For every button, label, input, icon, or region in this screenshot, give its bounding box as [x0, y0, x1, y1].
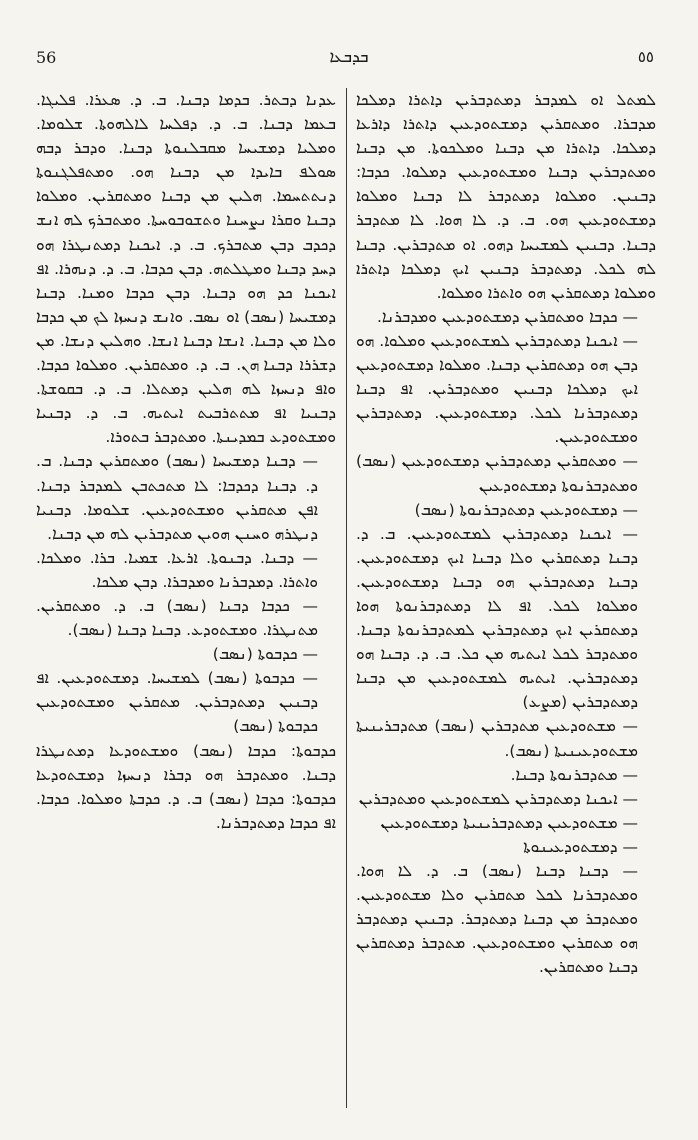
text-paragraph: ܥܕܢܐ ܕܒܬܪ. ܒܕܡܐ ܕܒܢܐ. ܒ. ܕ. ܣܥܪܐ. ܦܠܝܓܐ. ܒܥܡܐ ܕܒܢܐ. ܒ. ܕ. ܕܦܠܚܐ ܠܐܠܗܘܬܐ. ܫܠܘܡܐ. ܘܡܠܝܐ ܕܡܫܝܚܐ ܡܩܒܠܢܘܬܐ ܕܒܢܐ. ܘܕܒܪ ܕܒܗ ܣܘܠܦ ܒܐܝܕܐ ܡܢ ܕܒܢܐ ܗܘ. ܘܡܬܦܠܓܢܘܬܐ ܕܢܬܬܚܡܐ. ܗܠܝܢ ܡܢ ܕܒܢܐ ܘܡܬܩܪܝܢ. ܘܡܠܘܐ ܕܒܢܐ ܘܩܪܐ ܢܨܚܢܐ ܘܬܫܘܒܘܚܬܐ. ܘܡܬܒܪܟ ܠܗ ܐܢܫ ܕܟܕܒ ܕܒܢ ܡܬܒܪܟ. ܒ. ܕ. ܐܝܟܢܐ ܕܡܬܢܛܪܐ ܗܘ ܕܚܕ ܕܒܢܐ ܘܡܛܠܬܗ. ܕܒܢ ܟܕܒܐ. ܒ. ܕ. ܕܢܗܪܐ. ܐܦ ܐܝܟܢܐ ܟܕ ܗܘ ܕܒܢܐ. ܕܒܢ ܟܕܒܐ ܘܡܢܐ. ܕܒܢܐ ܕܡܫܝܚܐ (ܢܣܒ) ܐܘ ܢܣܒ. ܘܐܢܫ ܕܢܚܙܐ ܠܟ ܡܢ ܟܕܒܐ ܘܠܐ ܡܢ ܕܒܢܐ. ܐܢܫܐ ܕܒܢܐ ܐܢܫܐ. ܘܗܠܝܢ ܕܢܫܐ. ܡܢ ܕܫܪܪܐ ܕܒܢܐ ܗܢ. ܒ. ܕ. ܘܡܬܩܪܝܢ. ܘܡܠܘܐ ܟܕܒܐ. ܘܐܦ ܕܢܚܙܐ ܠܗ ܗܠܝܢ ܕܡܬܠܐ. ܒ. ܕ. ܒܩܘܫܬܐ. ܕܒܢܝܐ ܐܦ ܡܬܬܪܒܝܬ ܐܝܬܝܗ. ܒ. ܕ. ܕܒܢܝܐ ܘܡܫܬܘܕܥ ܒܡܕܝܢܬܐ. ܘܡܬܕܒܪ ܒܬܘܪܐ.	[36, 91, 336, 447]
text-paragraph: — ܡܫܬܘܕܥܝܢ ܡܬܕܒܪܝܢ (ܢܣܒ) ܡܬܕܒܪܝܢܝܬܐ ܡܫܬܘܕܥܝܢܝܬܐ (ܢܣܒ).	[356, 717, 638, 760]
text-paragraph: — ܐܝܟܢܐ ܕܡܬܕܒܪܝܢ ܠܡܫܬܘܕܥܝܢ ܘܡܬܕܒܪܝܢ	[358, 789, 638, 808]
text-paragraph: — ܟܕܒܘܬܐ (ܢܣܒ)	[212, 645, 318, 664]
text-paragraph: — ܐܝܟܢܐ ܕܡܬܕܒܪܝܢ ܠܡܫܬܘܕܥܝܢ. ܒ. ܕ. ܕܒܢܐ ܕܡܬܩܪܝܢ ܘܠܐ ܕܒܢܐ ܐܝܟ ܕܡܫܬܘܕܥܝܢ. ܕܒܢܐ ܕܡܬܕܒܪܝܢ ܗܘ ܕܒܢܐ ܕܡܫܬܘܕܥܝܢ. ܘܡܠܘܐ ܠܟܠ. ܐܦ ܠܐ ܕܡܬܕܒܪܢܘܬܐ ܗܘܐ ܕܡܬܩܪܝܢ ܐܝܟ ܕܡܬܕܒܪܝܢ ܠܡܬܕܒܪܢܘܬܐ ܕܒܢܐ. ܘܡܬܕܒܪ ܠܟܠ ܐܝܬܝܗ ܡܢ ܟܠ. ܒ. ܕ. ܕܒܢܐ ܗܘ ܕܡܬܕܒܪܝܢ. ܐܝܬܝܗ ܠܡܫܬܘܕܥܝܢ ܡܢ ܕܒܢܐ ܕܡܬܕܒܪܝܢ (ܡܨܥ)	[356, 524, 638, 712]
left-column	[36, 88, 336, 1118]
text-paragraph: — ܕܒܢܐ. ܕܒܢܘܬܐ. ܐܪܥܐ. ܫܡܝܐ. ܒܪܐ. ܘܡܠܟܐ. ܘܐܬܪܐ. ܕܡܕܒܪܢܐ ܘܡܕܒܪܐ. ܕܒܢ ܡܠܟܐ.	[36, 548, 318, 591]
text-paragraph: — ܟܕܒܐ ܘܡܬܩܪܝܢ ܕܡܫܬܘܕܥܝܢ ܘܡܕܒܪܢܐ.	[376, 307, 638, 326]
text-paragraph: ܠܡܬܠ ܐܘ ܠܡܕܒܪ ܕܡܬܕܒܪܝܢ ܕܐܬܪܐ ܕܡܠܟܐ ܡܕܒܪܐ. ܘܡܬܩܪܝܢ ܕܡܫܬܘܕܥܝܢ ܕܐܬܪܐ ܕܐܪܥܐ ܕܡܠܟܐ. ܕܐܬܪܐ ܡܢ ܕܒܢܐ ܘܡܠܟܘܬܐ. ܡܢ ܕܒܢܐ ܘܡܬܕܒܪܝܢ ܕܒܢܐ ܘܡܫܬܘܕܥܝܢ ܕܡܠܘܐ. ܟܕܒܐ: ܕܒܢܝܢ. ܘܡܠܘܐ ܕܡܬܕܒܪ ܠܐ ܕܒܢܐ ܘܡܠܘܐ ܕܡܫܬܘܕܥܝܢ ܗܘ. ܒ. ܕ. ܠܐ ܗܘܐ. ܠܐ ܡܬܕܒܪ ܕܒܢܐ. ܕܒܢܝܢ ܠܡܫܝܚܐ ܕܗܘ. ܐܘ ܡܬܕܒܪܝܢ. ܕܒܢܐ ܠܗ ܠܟܠ. ܕܡܬܕܒܪ ܕܒܢܝܢ ܐܝܟ ܕܡܠܟܐ ܕܐܬܪܐ ܘܡܠܘܐ ܕܡܬܩܪܝܢ ܗܘ ܘܐܬܪܐ ܘܡܠܘܐ.	[356, 91, 656, 302]
text-paragraph: — ܟܕܒܐ ܕܒܢܐ (ܢܣܒ) ܒ. ܕ. ܘܡܬܩܪܝܢ. ܡܬܢܛܪܐ. ܘܡܫܬܘܕܥ. ܕܒܢܐ ܕܒܢܐ (ܢܣܒ).	[36, 596, 318, 640]
running-title: ܒܕܒܥܐ	[329, 47, 369, 66]
text-paragraph: — ܕܡܫܬܘܕܥܝܢܘܬܐ	[523, 837, 638, 856]
page-number-right: ٥٥	[637, 48, 654, 66]
text-paragraph: — ܕܡܫܬܘܕܥܝܢ ܕܡܬܕܒܪܢܘܬܐ (ܢܣܒ)	[414, 500, 638, 519]
text-paragraph: ܟܕܒܘܬܐ: ܟܕܒܐ (ܢܣܒ) ܘܡܫܬܘܕܥܐ ܕܡܬܢܛܪܐ ܕܒܢܐ. ܘܡܬܕܒܪ ܗܘ ܕܒܪܐ ܕܢܚܙܐ ܕܡܫܬܘܕܥܐ ܟܕܒܘܬܐ: ܟܕܒܐ (ܢܣܒ) ܒ. ܕ. ܟܕܒܬܐ ܘܡܠܘܐ. ܟܕܒܐ. ܐܦ ܟܕܒܐ ܕܡܬܕܒܪܢܐ.	[36, 741, 336, 832]
column-divider	[346, 88, 347, 1108]
text-paragraph: — ܘܡܬܩܪܝܢ ܕܡܬܕܒܪܝܢ ܕܡܫܬܘܕܥܝܢ (ܢܣܒ) ܘܡܬܕܒܪܢܘܬܐ ܕܡܫܬܘܕܥܝܢ	[356, 452, 638, 495]
right-column	[356, 88, 656, 1118]
page-header	[0, 48, 698, 78]
text-paragraph: — ܡܫܬܘܕܥܝܢ ܕܡܬܕܒܪܝܢܝܬܐ ܕܡܫܬܘܕܥܝܢ	[380, 813, 638, 832]
text-paragraph: — ܐܝܟܢܐ ܕܡܬܕܒܪܝܢ ܠܡܫܬܘܕܥܝܢ ܘܡܠܘܐ. ܗܘ ܕܒܢ ܗܘ ܕܡܬܩܪܝܢ ܕܒܢܐ. ܘܡܠܘܐ ܕܡܫܬܘܕܥܝܢ ܐܝܟ ܕܡܠܟܐ ܕܒܢܝܢ ܘܡܬܕܒܪܝܢ. ܐܦ ܕܒܢܐ ܕܡܬܕܒܪܢܐ ܠܟܠ. ܕܡܫܬܘܕܥܝܢ. ܕܡܬܕܒܪܝܢ ܘܡܫܬܘܕܥܝܢ.	[356, 331, 638, 447]
text-paragraph: — ܕܒܢܐ ܕܒܢܐ (ܢܣܒ) ܒ. ܕ. ܠܐ ܗܘܐ. ܘܡܬܕܒܪܢܐ ܠܟܠ ܡܬܩܪܝܢ ܘܠܐ ܡܫܬܘܕܥܝܢ. ܘܡܬܕܒܪ ܡܢ ܕܒܢܐ ܕܡܬܕܒܪ. ܕܒܢܝܢ ܕܡܬܕܒܪ ܗܘ ܡܬܩܪܝܢ ܘܡܫܬܘܕܥܝܢ. ܡܬܕܒܪ ܕܡܬܩܪܝܢ ܕܒܢܐ ܘܡܬܩܪܝܢ.	[356, 862, 638, 977]
text-paragraph: — ܟܕܒܘܬܐ (ܢܣܒ) ܠܡܫܝܚܐ. ܕܡܫܬܘܕܥܝܢ. ܐܦ ܕܒܢܝܢ ܕܡܬܕܒܪܝܢ. ܡܬܩܪܝܢ ܘܡܫܬܘܕܥܝܢ ܟܕܒܘܬܐ (ܢܣܒ)	[36, 669, 318, 736]
page-number-left: 56	[36, 48, 57, 67]
text-paragraph: — ܕܒܢܐ ܕܡܫܝܚܐ (ܢܣܒ) ܘܡܬܩܪܝܢ ܕܒܢܐ. ܒ. ܕ. ܕܒܢܐ ܕܟܕܒܐ: ܠܐ ܡܬܟܬܒܢ ܠܡܕܒܪ ܕܒܢܐ. ܐܦܢ ܡܬܩܪܝܢ ܘܡܫܬܘܕܥܝܢ. ܫܠܘܡܐ. ܕܒܢܝܐ ܕܢܛܪܗ ܘܚܢܢ ܗܘܝܢ ܡܬܕܒܪܝܢ ܠܗ ܡܢ ܕܒܢܐ.	[36, 452, 318, 543]
text-paragraph: — ܡܬܕܒܪܢܘܬܐ ܕܒܢܐ.	[510, 765, 638, 784]
